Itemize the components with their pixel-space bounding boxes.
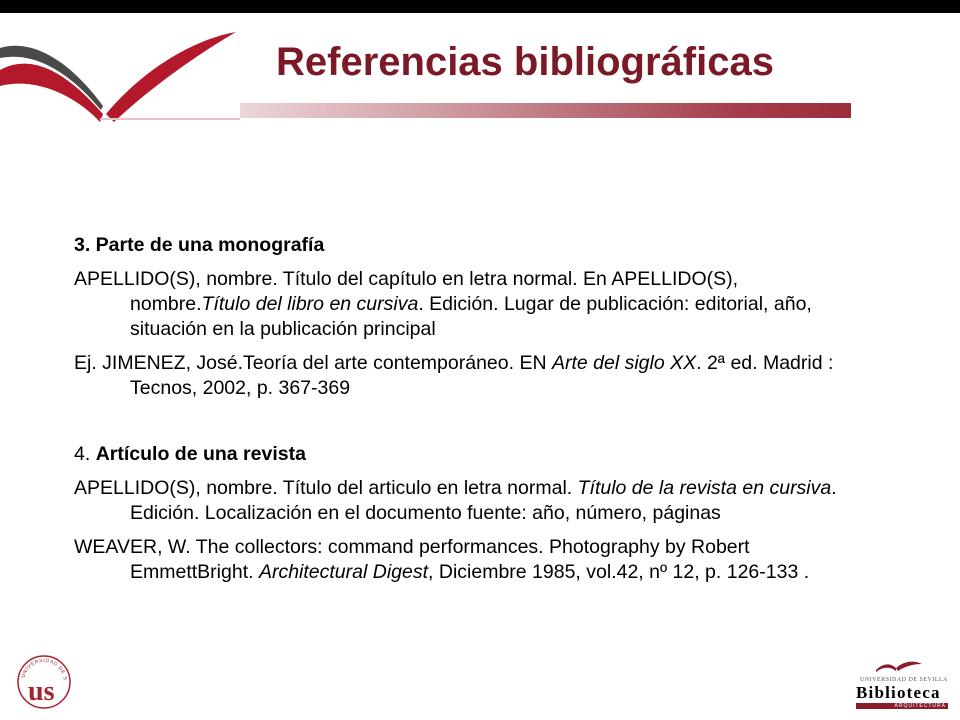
text-segment: APELLIDO(S), nombre. Título del articulo en letra normal. bbox=[74, 477, 578, 499]
text-segment: WEAVER, W. The collectors: command performances. Photography by Robert EmmettBright. bbox=[74, 536, 750, 583]
text-segment: Ej. JIMENEZ, José.Teoría del arte contemporáneo. EN bbox=[74, 352, 552, 374]
text-segment: APELLIDO(S), nombre. Título del capítulo en letra normal. En APELLIDO(S), nombre. bbox=[74, 268, 739, 315]
title-underline-bar bbox=[240, 103, 851, 118]
main-content bbox=[74, 233, 854, 594]
text-segment: . Edición. Lugar de publicación: editorial, año, situación en la publicación principal bbox=[130, 293, 812, 340]
section-spacer bbox=[74, 410, 854, 442]
section-4-format bbox=[74, 476, 854, 526]
section-3-example bbox=[74, 351, 854, 401]
svg-text:us: us bbox=[28, 676, 55, 707]
section-4-example bbox=[74, 535, 854, 585]
text-segment: , Diciembre 1985, vol.42, nº 12, p. 126-133 . bbox=[428, 561, 810, 583]
section-3-heading: 3. Parte de una monografía bbox=[74, 234, 325, 256]
biblioteca-name: Biblioteca bbox=[856, 683, 941, 702]
biblioteca-bar: ARQUITECTURA bbox=[856, 703, 948, 709]
biblioteca-subtitle: UNIVERSIDAD DE SEVILLA bbox=[860, 677, 948, 683]
universidad-de-sevilla-seal-icon bbox=[16, 654, 72, 710]
open-book-icon bbox=[856, 658, 948, 672]
italic-segment: Architectural Digest bbox=[258, 561, 429, 583]
text-segment: . Edición. Localización en el documento fuente: año, número, páginas bbox=[130, 477, 837, 524]
text-segment: . 2ª ed. Madrid : Tecnos, 2002, p. 367-369 bbox=[130, 352, 834, 399]
open-book-logo-icon bbox=[0, 18, 250, 130]
section-3-format bbox=[74, 267, 854, 342]
biblioteca-logo bbox=[856, 658, 948, 709]
page-title: Referencias bibliográficas bbox=[276, 40, 774, 84]
italic-segment: Arte del siglo XX bbox=[551, 352, 697, 374]
section-4-heading: 4. Artículo de una revista bbox=[74, 443, 306, 465]
italic-segment: Título de la revista en cursiva bbox=[577, 477, 832, 499]
italic-segment: Título del libro en cursiva bbox=[201, 293, 419, 315]
svg-text:UNIVERSIDAD DE SEVILLA: UNIVERSIDAD DE S bbox=[20, 657, 68, 681]
section-4-number: 4 bbox=[74, 443, 85, 465]
section-4-title: Artículo de una revista bbox=[95, 443, 306, 465]
top-bar bbox=[0, 0, 960, 13]
